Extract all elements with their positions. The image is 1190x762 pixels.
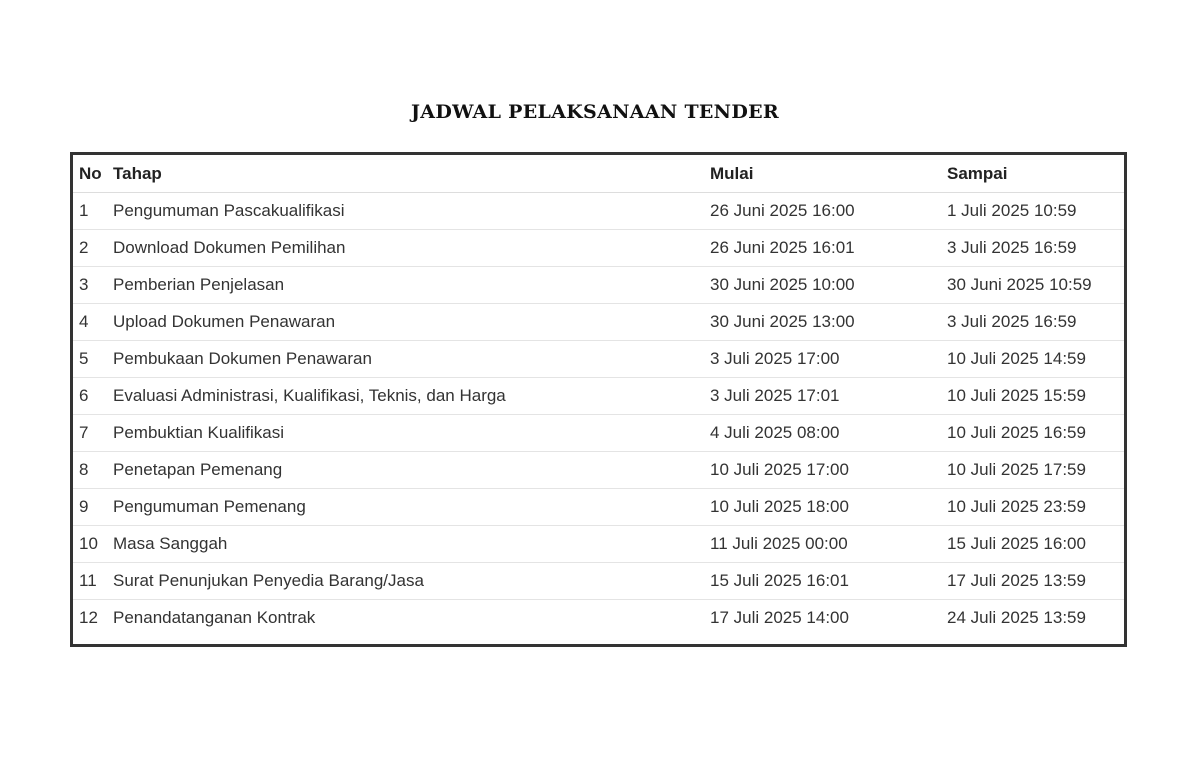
cell-mulai: 17 Juli 2025 14:00 bbox=[704, 600, 941, 637]
cell-no: 11 bbox=[73, 563, 107, 600]
cell-sampai: 3 Juli 2025 16:59 bbox=[941, 230, 1124, 267]
table-row bbox=[73, 489, 1124, 526]
cell-no: 1 bbox=[73, 193, 107, 230]
cell-tahap: Download Dokumen Pemilihan bbox=[107, 230, 704, 267]
cell-sampai: 10 Juli 2025 14:59 bbox=[941, 341, 1124, 378]
table-row bbox=[73, 341, 1124, 378]
cell-no: 8 bbox=[73, 452, 107, 489]
cell-mulai: 4 Juli 2025 08:00 bbox=[704, 415, 941, 452]
table-row bbox=[73, 563, 1124, 600]
cell-mulai: 30 Juni 2025 10:00 bbox=[704, 267, 941, 304]
cell-no: 7 bbox=[73, 415, 107, 452]
cell-tahap: Penetapan Pemenang bbox=[107, 452, 704, 489]
cell-tahap: Penandatanganan Kontrak bbox=[107, 600, 704, 637]
cell-tahap: Masa Sanggah bbox=[107, 526, 704, 563]
cell-sampai: 17 Juli 2025 13:59 bbox=[941, 563, 1124, 600]
cell-no: 9 bbox=[73, 489, 107, 526]
cell-mulai: 30 Juni 2025 13:00 bbox=[704, 304, 941, 341]
cell-mulai: 3 Juli 2025 17:01 bbox=[704, 378, 941, 415]
table-row bbox=[73, 600, 1124, 637]
cell-tahap: Upload Dokumen Penawaran bbox=[107, 304, 704, 341]
cell-sampai: 3 Juli 2025 16:59 bbox=[941, 304, 1124, 341]
cell-tahap: Pemberian Penjelasan bbox=[107, 267, 704, 304]
cell-tahap: Pembuktian Kualifikasi bbox=[107, 415, 704, 452]
header-mulai: Mulai bbox=[704, 155, 941, 193]
schedule-table-frame bbox=[70, 152, 1127, 647]
cell-tahap: Pengumuman Pemenang bbox=[107, 489, 704, 526]
table-row bbox=[73, 415, 1124, 452]
table-row bbox=[73, 304, 1124, 341]
cell-no: 5 bbox=[73, 341, 107, 378]
table-row bbox=[73, 193, 1124, 230]
cell-no: 12 bbox=[73, 600, 107, 637]
header-no: No bbox=[73, 155, 107, 193]
cell-no: 6 bbox=[73, 378, 107, 415]
cell-mulai: 26 Juni 2025 16:00 bbox=[704, 193, 941, 230]
cell-mulai: 11 Juli 2025 00:00 bbox=[704, 526, 941, 563]
cell-sampai: 30 Juni 2025 10:59 bbox=[941, 267, 1124, 304]
cell-sampai: 24 Juli 2025 13:59 bbox=[941, 600, 1124, 637]
cell-no: 3 bbox=[73, 267, 107, 304]
table-row bbox=[73, 230, 1124, 267]
table-row bbox=[73, 378, 1124, 415]
cell-tahap: Pembukaan Dokumen Penawaran bbox=[107, 341, 704, 378]
schedule-table bbox=[73, 155, 1124, 636]
cell-mulai: 26 Juni 2025 16:01 bbox=[704, 230, 941, 267]
cell-no: 2 bbox=[73, 230, 107, 267]
cell-tahap: Surat Penunjukan Penyedia Barang/Jasa bbox=[107, 563, 704, 600]
table-row bbox=[73, 526, 1124, 563]
cell-mulai: 15 Juli 2025 16:01 bbox=[704, 563, 941, 600]
cell-no: 4 bbox=[73, 304, 107, 341]
table-row bbox=[73, 267, 1124, 304]
header-tahap: Tahap bbox=[107, 155, 704, 193]
cell-sampai: 10 Juli 2025 15:59 bbox=[941, 378, 1124, 415]
cell-sampai: 1 Juli 2025 10:59 bbox=[941, 193, 1124, 230]
page-title: JADWAL PELAKSANAAN TENDER bbox=[411, 101, 779, 123]
header-sampai: Sampai bbox=[941, 155, 1124, 193]
table-header-row bbox=[73, 155, 1124, 193]
cell-sampai: 10 Juli 2025 23:59 bbox=[941, 489, 1124, 526]
cell-sampai: 10 Juli 2025 16:59 bbox=[941, 415, 1124, 452]
cell-sampai: 15 Juli 2025 16:00 bbox=[941, 526, 1124, 563]
cell-no: 10 bbox=[73, 526, 107, 563]
cell-mulai: 3 Juli 2025 17:00 bbox=[704, 341, 941, 378]
table-row bbox=[73, 452, 1124, 489]
cell-sampai: 10 Juli 2025 17:59 bbox=[941, 452, 1124, 489]
cell-mulai: 10 Juli 2025 18:00 bbox=[704, 489, 941, 526]
cell-tahap: Pengumuman Pascakualifikasi bbox=[107, 193, 704, 230]
cell-tahap: Evaluasi Administrasi, Kualifikasi, Teknis, dan Harga bbox=[107, 378, 704, 415]
cell-mulai: 10 Juli 2025 17:00 bbox=[704, 452, 941, 489]
